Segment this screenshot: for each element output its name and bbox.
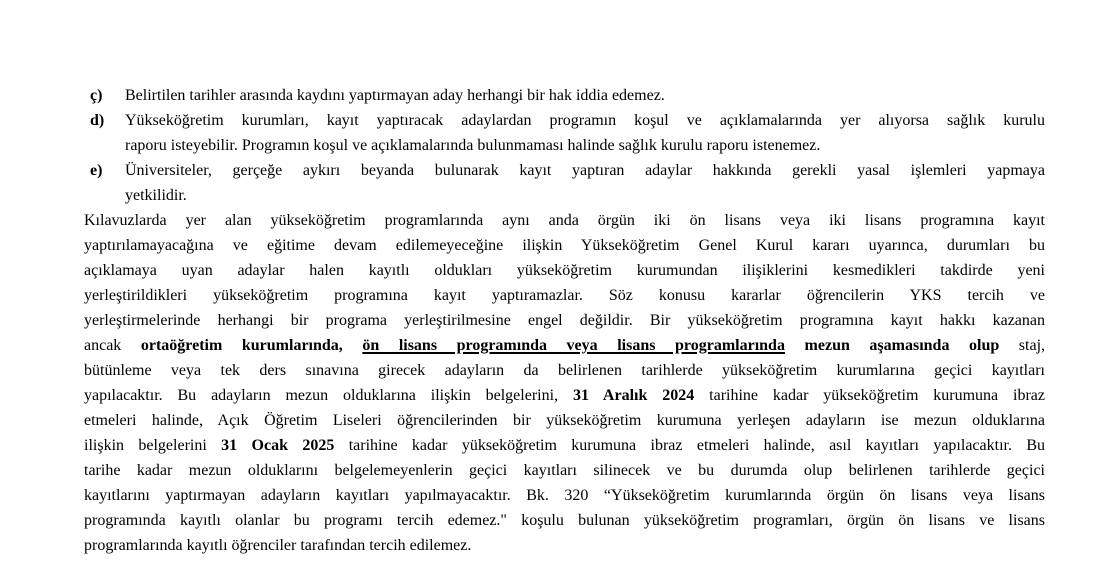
text-segment: 31 Ocak 2025 <box>221 437 335 454</box>
text-segment: raporu isteyebilir. Programın koşul ve açıklamalarında bulunmaması halinde sağlık kurulu raporu istenemez. <box>125 137 821 154</box>
text-segment <box>785 337 805 354</box>
text-segment: ortaöğretim kurumlarında, <box>140 337 343 354</box>
text-segment: Yükseköğretim kurumları, kayıt yaptıracak adaylardan programın koşul ve açıklamalarında yer alıyorsa sağlık kurulu <box>125 112 1045 129</box>
list-item-label: e) <box>90 162 103 179</box>
text-line <box>84 483 1045 508</box>
text-line <box>84 408 1045 433</box>
text-segment: ilişkin belgelerini <box>84 437 222 454</box>
text-segment: 31 Aralık 2024 <box>572 387 695 404</box>
text-line <box>84 208 1045 233</box>
text-segment: Belirtilen tarihler arasında kaydını yaptırmayan aday herhangi bir hak iddia edemez. <box>125 87 665 104</box>
text-segment: yerleştirmelerinde herhangi bir programa yerleştirilmesine engel değildir. Bir yükseköğretim programına kayıt hakkı kazanan <box>84 312 1045 329</box>
list-item <box>84 108 1045 158</box>
text-segment: yerleştirildikleri yükseköğretim programına kayıt yaptıramazlar. Söz konusu kararlar öğrencilerin YKS tercih ve <box>84 287 1045 304</box>
text-line <box>84 433 1045 458</box>
text-line <box>84 358 1045 383</box>
text-segment: ancak <box>84 337 141 354</box>
list-item <box>84 83 1045 108</box>
text-segment: bütünleme veya tek ders sınavına girecek adayların da belirlenen tarihlerde yükseköğretim kurumlarına geçici kayıtları <box>84 362 1045 379</box>
text-line <box>84 158 1045 183</box>
text-segment: programlarında kayıtlı öğrenciler tarafından tercih edilemez. <box>84 537 472 554</box>
text-line <box>84 233 1045 258</box>
text-segment: ön lisans programında veya lisans programlarında <box>362 337 785 354</box>
text-segment: tarihe kadar mezun olduklarını belgelemeyenlerin geçici kayıtları silinecek ve bu durumda olup belirlenen tarihlerde geçici <box>84 462 1045 479</box>
list-item-label: ç) <box>90 87 103 104</box>
text-line <box>84 83 1045 108</box>
text-line <box>84 283 1045 308</box>
text-line <box>84 258 1045 283</box>
text-line <box>84 133 1045 158</box>
text-segment: Kılavuzlarda yer alan yükseköğretim programlarında aynı anda örgün iki ön lisans veya iki lisans programına kayıt <box>84 212 1045 229</box>
list-item <box>84 158 1045 208</box>
text-segment: Üniversiteler, gerçeğe aykırı beyanda bulunarak kayıt yaptıran adaylar hakkında gerekli yasal işlemleri yapmaya <box>125 162 1045 179</box>
paragraph <box>84 208 1045 558</box>
text-segment: programında kayıtlı olanlar bu programı tercih edemez." koşulu bulunan yükseköğretim programları, örgün ön lisans ve lisans <box>84 512 1045 529</box>
text-segment <box>343 337 363 354</box>
text-segment: açıklamaya uyan adaylar halen kayıtlı oldukları yükseköğretim kurumundan ilişiklerini kesmedikleri takdirde yeni <box>84 262 1045 279</box>
text-line <box>84 183 1045 208</box>
text-segment: yaptırılamayacağına ve eğitime devam edilemeyeceğine ilişkin Yükseköğretim Genel Kurul kararı uyarınca, durumları bu <box>84 237 1045 254</box>
list-item-label: d) <box>90 112 105 129</box>
text-line <box>84 108 1045 133</box>
text-line <box>84 458 1045 483</box>
text-segment: mezun aşamasında olup <box>804 337 1000 354</box>
text-segment: yetkilidir. <box>125 187 187 204</box>
text-line <box>84 333 1045 358</box>
document-page <box>84 83 1045 558</box>
text-segment: tarihine kadar yükseköğretim kurumuna ibraz etmeleri halinde, asıl kayıtları yapılacaktır. Bu <box>334 437 1045 454</box>
text-line <box>84 508 1045 533</box>
text-line <box>84 533 1045 558</box>
text-segment: kayıtlarını yaptırmayan adayların kayıtları yapılmayacaktır. Bk. 320 “Yükseköğretim kurumlarında örgün ön lisans veya lisans <box>84 487 1045 504</box>
text-line <box>84 308 1045 333</box>
text-segment: etmeleri halinde, Açık Öğretim Liseleri öğrencilerinden bir yükseköğretim kurumuna yerleşen adayların ise mezun olduklarına <box>84 412 1045 429</box>
text-segment: tarihine kadar yükseköğretim kurumuna ibraz <box>694 387 1045 404</box>
text-segment: staj, <box>999 337 1045 354</box>
text-line <box>84 383 1045 408</box>
text-segment: yapılacaktır. Bu adayların mezun olduklarına ilişkin belgelerini, <box>84 387 573 404</box>
